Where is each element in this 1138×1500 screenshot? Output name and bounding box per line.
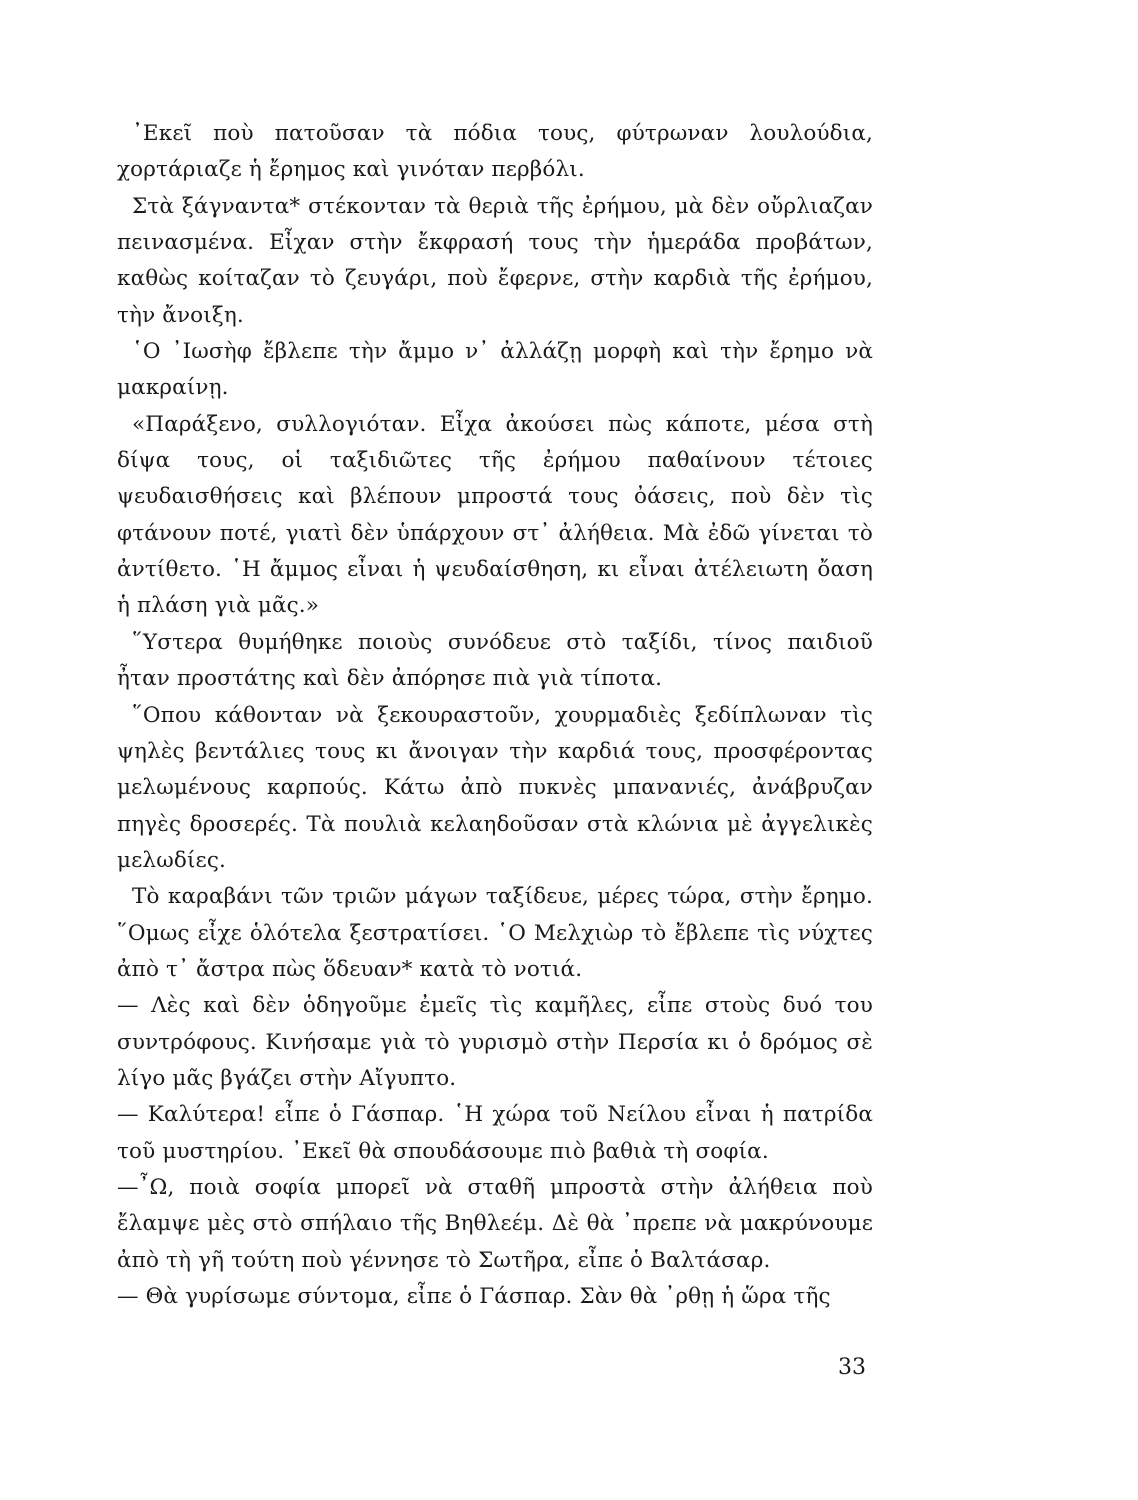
paragraph: ῾Ο ᾿Ιωσὴφ ἔβλεπε τὴν ἄμμο ν᾿ ἀλλάζῃ μορφὴ καὶ τὴν ἔρημο νὰ μακραίνῃ.: [117, 339, 873, 401]
dialogue-line: — Καλύτερα! εἶπε ὁ Γάσπαρ. ῾Η χώρα τοῦ Νείλου εἶναι ἡ πατρίδα τοῦ μυστηρίου. ᾿Εκεῖ θὰ σπουδάσουμε πιὸ βαθιὰ τὴ σοφία.: [117, 1102, 873, 1164]
body-text: [117, 116, 873, 1315]
paragraph: «Παράξενο, συλλογιόταν. Εἶχα ἀκούσει πὼς κάποτε, μέσα στὴ δίψα τους, οἱ ταξιδιῶτες τῆς ἐρήμου παθαίνουν τέτοιες ψευδαισθήσεις καὶ βλέπουν μπροστά τους ὀάσεις, ποὺ δὲν τὶς φτάνουν ποτέ, γιατὶ δὲν ὑπάρχουν στ᾿ ἀλήθεια. Μὰ ἐδῶ γίνεται τὸ ἀντίθετο. ῾Η ἄμμος εἶναι ἡ ψευδαίσθηση, κι εἶναι ἀτέλειωτη ὄαση ἡ πλάση γιὰ μᾶς.»: [117, 411, 873, 619]
dialogue-line: — Θὰ γυρίσωμε σύντομα, εἶπε ὁ Γάσπαρ. Σὰν θὰ ᾿ρθῃ ἡ ὥρα τῆς: [117, 1284, 831, 1309]
dialogue-line: — Λὲς καὶ δὲν ὁδηγοῦμε ἐμεῖς τὶς καμῆλες, εἶπε στοὺς δυό του συντρόφους. Κινήσαμε γιὰ τὸ γυρισμὸ στὴν Περσία κι ὁ δρόμος σὲ λίγο μᾶς βγάζει στὴν Αἴγυπτο.: [117, 993, 873, 1091]
paragraph: ῞Υστερα θυμήθηκε ποιοὺς συνόδευε στὸ ταξίδι, τίνος παιδιοῦ ἦταν προστάτης καὶ δὲν ἀπόρησε πιὰ γιὰ τίποτα.: [117, 629, 873, 692]
paragraph: Στὰ ξάγναντα* στέκονταν τὰ θεριὰ τῆς ἐρήμου, μὰ δὲν οὔρλιαζαν πεινασμένα. Εἶχαν στὴν ἔκφρασή τους τὴν ἡμεράδα προβάτων, καθὼς κοίταζαν τὸ ζευγάρι, ποὺ ἔφερνε, στὴν καρδιὰ τῆς ἐρήμου, τὴν ἄνοιξη.: [117, 193, 873, 328]
page-number: 33: [838, 1355, 866, 1380]
paragraph: ᾿Εκεῖ ποὺ πατοῦσαν τὰ πόδια τους, φύτρωναν λουλούδια, χορτάριαζε ἡ ἔρημος καὶ γινόταν περβόλι.: [117, 121, 873, 183]
paragraph: Τὸ καραβάνι τῶν τριῶν μάγων ταξίδευε, μέρες τώρα, στὴν ἔρημο. ῞Ομως εἶχε ὁλότελα ξεστρατίσει. ῾Ο Μελχιὼρ τὸ ἔβλεπε τὶς νύχτες ἀπὸ τ᾿ ἄστρα πὼς ὅδευαν* κατὰ τὸ νοτιά.: [117, 884, 873, 982]
paragraph: ῞Οπου κάθονταν νὰ ξεκουραστοῦν, χουρμαδιὲς ξεδίπλωναν τὶς ψηλὲς βεντάλιες τους κι ἄνοιγαν τὴν καρδιά τους, προσφέροντας μελωμένους καρπούς. Κάτω ἀπὸ πυκνὲς μπανανιές, ἀνάβρυζαν πηγὲς δροσερές. Τὰ πουλιὰ κελαηδοῦσαν στὰ κλώνια μὲ ἀγγελικὲς μελωδίες.: [117, 702, 873, 873]
dialogue-line: —῏Ω, ποιὰ σοφία μπορεῖ νὰ σταθῆ μπροστὰ στὴν ἀλήθεια ποὺ ἔλαμψε μὲς στὸ σπήλαιο τῆς Βηθλεέμ. Δὲ θὰ ᾿πρεπε νὰ μακρύνουμε ἀπὸ τὴ γῆ τούτη ποὺ γέννησε τὸ Σωτῆρα, εἶπε ὁ Βαλτάσαρ.: [117, 1174, 873, 1273]
